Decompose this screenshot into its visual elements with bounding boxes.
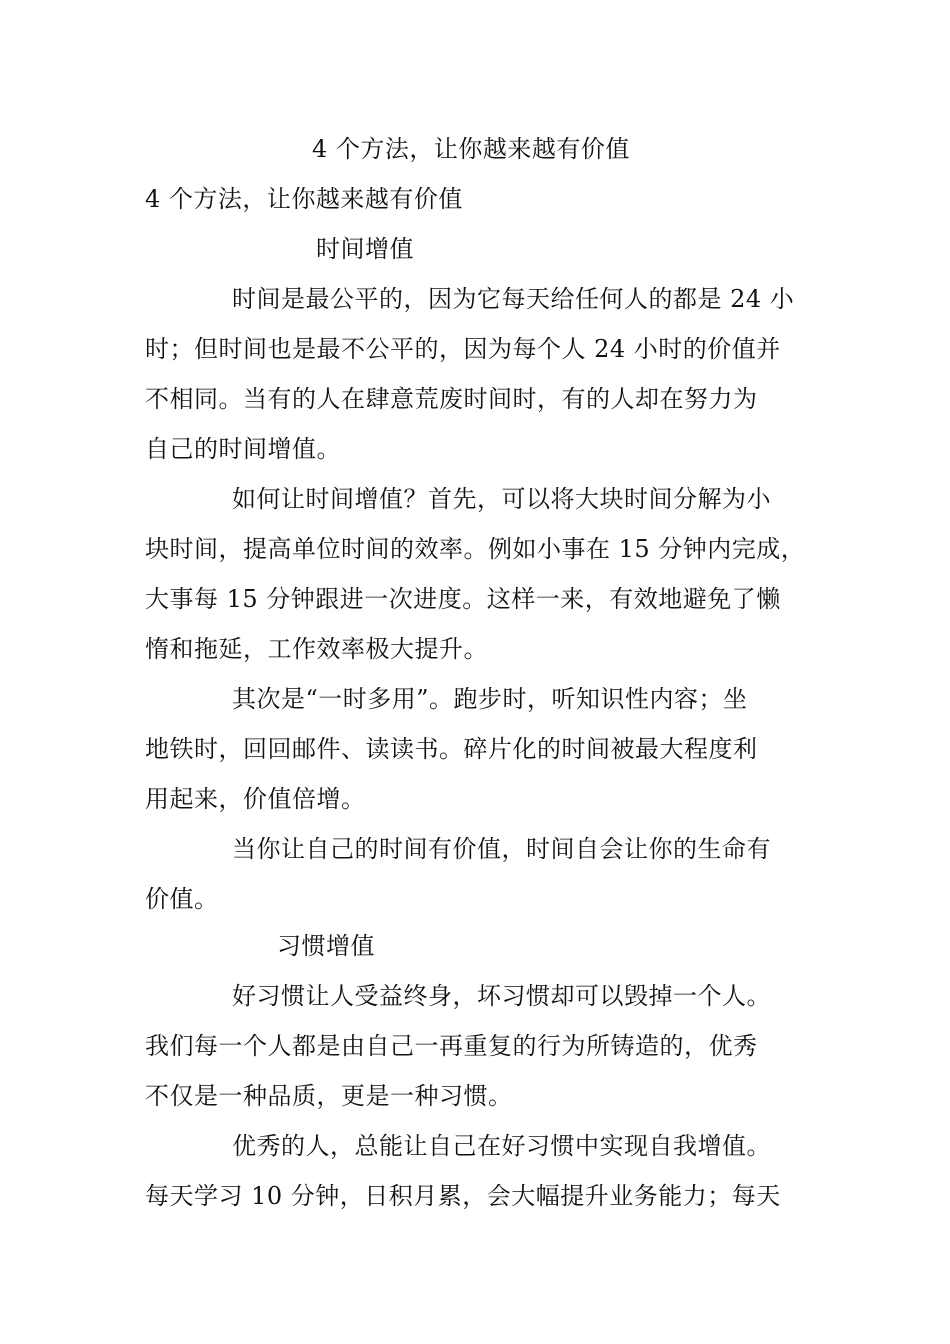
section-heading-habit: 习惯增值	[277, 932, 375, 960]
paragraph-line: 当你让自己的时间有价值，时间自会让你的生命有	[232, 835, 771, 863]
paragraph-line: 价值。	[145, 885, 219, 913]
paragraph-line: 时间是最公平的，因为它每天给任何人的都是 24 小	[232, 285, 795, 313]
paragraph-line: 地铁时，回回邮件、读读书。碎片化的时间被最大程度利	[145, 735, 758, 763]
paragraph-line: 好习惯让人受益终身，坏习惯却可以毁掉一个人。	[232, 982, 771, 1010]
document-title: 4 个方法，让你越来越有价值	[312, 135, 630, 163]
paragraph-line: 大事每 15 分钟跟进一次进度。这样一来，有效地避免了懒	[145, 585, 781, 613]
paragraph-line: 惰和拖延，工作效率极大提升。	[145, 635, 488, 663]
paragraph-line: 不相同。当有的人在肆意荒废时间时，有的人却在努力为	[145, 385, 758, 413]
paragraph-line: 其次是“一时多用”。跑步时，听知识性内容；坐	[232, 685, 748, 713]
paragraph-line: 块时间，提高单位时间的效率。例如小事在 15 分钟内完成，	[145, 535, 806, 563]
paragraph-line: 不仅是一种品质，更是一种习惯。	[145, 1082, 513, 1110]
paragraph-line: 如何让时间增值？首先，可以将大块时间分解为小	[232, 485, 771, 513]
document-subtitle: 4 个方法，让你越来越有价值	[145, 185, 463, 213]
paragraph-line: 用起来，价值倍增。	[145, 785, 366, 813]
paragraph-line: 时；但时间也是最不公平的，因为每个人 24 小时的价值并	[145, 335, 781, 363]
section-heading-time: 时间增值	[316, 235, 414, 263]
paragraph-line: 优秀的人，总能让自己在好习惯中实现自我增值。	[232, 1132, 771, 1160]
paragraph-line: 自己的时间增值。	[145, 435, 341, 463]
paragraph-line: 我们每一个人都是由自己一再重复的行为所铸造的，优秀	[145, 1032, 758, 1060]
paragraph-line: 每天学习 10 分钟，日积月累，会大幅提升业务能力；每天	[145, 1182, 781, 1210]
